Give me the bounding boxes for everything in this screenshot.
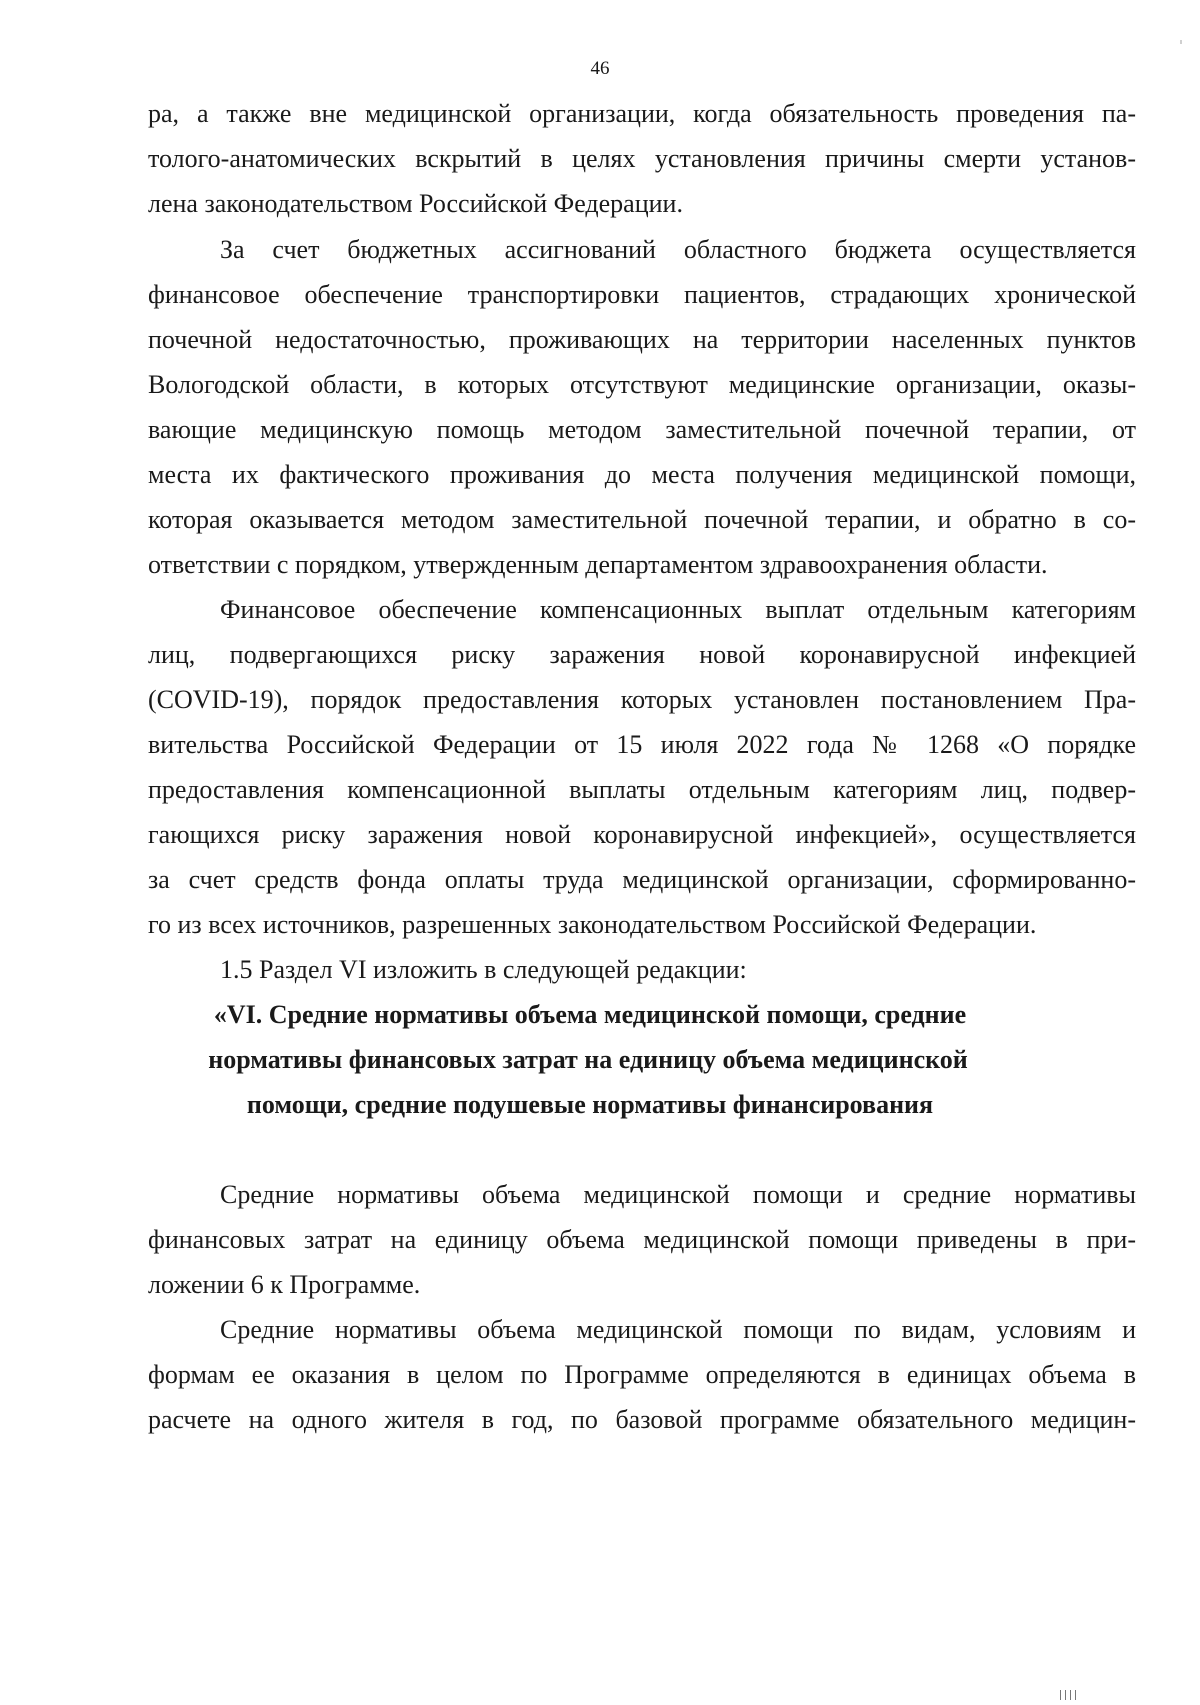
text-line: ра, а также вне медицинской организации, когда обязательность проведения па-	[148, 99, 1136, 128]
section-heading-line: нормативы финансовых затрат на единицу объема медицинской	[208, 1045, 968, 1074]
text-line: ложении 6 к Программе.	[148, 1270, 421, 1299]
text-line: го из всех источников, разрешенных законодательством Российской Федерации.	[148, 910, 1037, 939]
text-line: Вологодской области, в которых отсутствуют медицинские организации, оказы-	[148, 370, 1136, 399]
amendment-line: 1.5 Раздел VI изложить в следующей редакции:	[220, 955, 747, 984]
text-line: расчете на одного жителя в год, по базовой программе обязательного медицин-	[148, 1405, 1136, 1434]
text-line: лиц, подвергающихся риску заражения новой коронавирусной инфекцией	[148, 640, 1136, 669]
text-line: финансовых затрат на единицу объема медицинской помощи приведены в при-	[148, 1225, 1136, 1254]
section-heading-line: помощи, средние подушевые нормативы финансирования	[246, 1090, 934, 1119]
text-line: места их фактического проживания до места получения медицинской помощи,	[148, 460, 1136, 489]
text-line: почечной недостаточностью, проживающих на территории населенных пунктов	[148, 325, 1136, 354]
text-line: предоставления компенсационной выплаты отдельным категориям лиц, подвер-	[148, 775, 1136, 804]
text-line: финансовое обеспечение транспортировки пациентов, страдающих хронической	[148, 280, 1136, 309]
text-line: лена законодательством Российской Федерации.	[148, 189, 683, 218]
paragraph-first-line: Средние нормативы объема медицинской помощи по видам, условиям и	[220, 1315, 1136, 1344]
paragraph-first-line: Финансовое обеспечение компенсационных выплат отдельным категориям	[220, 595, 1136, 624]
text-line: гающихся риску заражения новой коронавирусной инфекцией», осуществляется	[148, 820, 1136, 849]
paragraph-first-line: За счет бюджетных ассигнований областного бюджета осуществляется	[220, 235, 1136, 264]
text-line: формам ее оказания в целом по Программе определяются в единицах объема в	[148, 1360, 1136, 1389]
scan-edge-mark	[1180, 40, 1182, 44]
text-line: ответствии с порядком, утвержденным департаментом здравоохранения области.	[148, 550, 1048, 579]
text-line: толого-анатомических вскрытий в целях установления причины смерти установ-	[148, 144, 1136, 173]
text-line: вающие медицинскую помощь методом заместительной почечной терапии, от	[148, 415, 1136, 444]
text-line: вительства Российской Федерации от 15 июля 2022 года № 1268 «О порядке	[148, 730, 1136, 759]
page-number: 46	[590, 58, 610, 79]
scan-ticks	[1060, 1687, 1100, 1697]
text-line: (COVID-19), порядок предоставления которых установлен постановлением Пра-	[148, 685, 1136, 714]
text-line: за счет средств фонда оплаты труда медицинской организации, сформированно-	[148, 865, 1136, 894]
section-heading-line: «VI. Средние нормативы объема медицинской помощи, средние	[213, 1000, 967, 1029]
paragraph-first-line: Средние нормативы объема медицинской помощи и средние нормативы	[220, 1180, 1136, 1209]
text-line: которая оказывается методом заместительной почечной терапии, и обратно в со-	[148, 505, 1136, 534]
